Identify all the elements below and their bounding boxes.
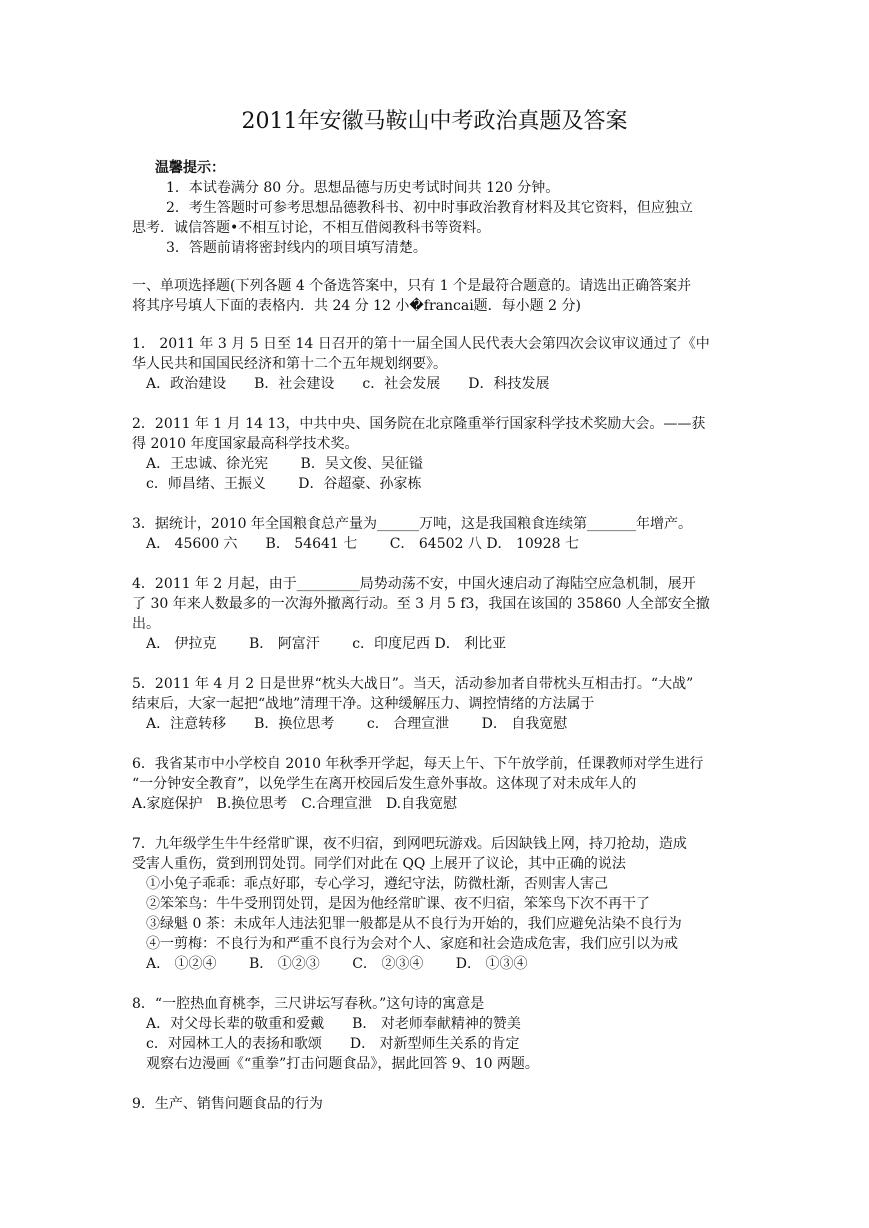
question-7-statement-1: ①小兔子乖乖：乖点好耶，专心学习，遵纪守法，防微杜渐，否则害人害己	[146, 876, 608, 892]
question-6-line-1: 6．我省某市中小学校自 2010 年秋季开学起，每天上午、下午放学前，任课教师对学生进行	[132, 756, 704, 772]
question-1-line-2: 华人民共和国国民经济和第十二个五年规划纲要》。	[132, 356, 447, 372]
question-2-line-2: 得 2010 年度国家最高科学技术奖。	[132, 436, 359, 452]
notice-item-3: 3．答题前请将密封线内的项目填写清楚。	[166, 240, 427, 256]
page-title: 2011年安徽马鞍山中考政治真题及答案	[241, 109, 628, 134]
question-7-line-1: 7．九年级学生牛牛经常旷课，夜不归宿，到网吧玩游戏。后因缺钱上网，持刀抢劫，造成	[132, 836, 687, 852]
question-1-options: A．政治建设 B．社会建设 c．社会发展 D．科技发展	[146, 376, 550, 392]
question-2-options-1: A．王忠诚、徐光宪 B．吴文俊、吴征镒	[146, 456, 423, 472]
section-1-instructions-line-2: 将其序号填人下面的表格内．共 24 分 12 小�francai题．每小题 2 分)	[132, 298, 581, 314]
question-5-line-2: 结束后，大家一起把“战地”清理干净。这种缓解压力、调控情绪的方法属于	[132, 696, 595, 712]
question-7-statement-4: ④一剪梅：不良行为和严重不良行为会对个人、家庭和社会造成危害，我们应引以为戒	[146, 936, 678, 952]
question-7-options: A． ①②④ B． ①②③ C． ②③④ D． ①③④	[146, 956, 528, 972]
question-6-options: A.家庭保护 B.换位思考 C.合理宣泄 D.自我宽慰	[132, 796, 458, 812]
notice-item-1: 1．本试卷满分 80 分。思想品德与历史考试时间共 120 分钟。	[166, 180, 560, 196]
question-7-statement-3: ③绿魁 0 茶：未成年人违法犯罪一般都是从不良行为开始的，我们应避免沾染不良行为	[146, 916, 682, 932]
question-7-line-2: 受害人重伤，赏到刑罚处罚。同学们对此在 QQ 上展开了议论，其中正确的说法	[132, 856, 626, 872]
question-2-options-2: c．师昌绪、王振义 D．谷超豪、孙家栋	[146, 476, 422, 492]
question-1-line-1: 1． 2011 年 3 月 5 日至 14 日召开的第十一届全国人民代表大会第四次会议审议通过了《中	[132, 336, 710, 352]
question-6-line-2: “一分钟安全教育”，以免学生在离开校园后发生意外事故。这体现了对未成年人的	[132, 776, 637, 792]
section-1-instructions-line-1: 一、单项选择题(下列各题 4 个备选答案中，只有 1 个是最符合题意的。请选出正确答案并	[132, 278, 692, 294]
question-9-line-1: 9．生产、销售问题食品的行为	[132, 1096, 323, 1112]
notice-item-2-line-1: 2．考生答题时可参考思想品德教科书、初中时事政治教育材料及其它资料，但应独立	[166, 200, 693, 216]
comic-instruction: 观察右边漫画《“重拳”打击问题食品》，据此回答 9、10 两题。	[146, 1056, 539, 1072]
question-4-options: A． 伊拉克 B． 阿富汗 c．印度尼西 D． 利比亚	[146, 636, 507, 652]
question-3-options: A． 45600 六 B． 54641 七 C． 64502 八 D． 10928 七	[146, 536, 579, 552]
question-4-line-1: 4．2011 年 2 月起，由于_________局势动荡不安，中国火速启动了海陆空应急机制，展开	[132, 576, 696, 592]
notice-heading: 温馨提示：	[155, 160, 225, 176]
question-3-line-1: 3．据统计，2010 年全国粮食总产量为______万吨，这是我国粮食连续第_______年增产。	[132, 516, 692, 532]
question-8-options-1: A．对父母长辈的敬重和爱戴 B． 对老师奉献精神的赞美	[146, 1016, 521, 1032]
question-5-options: A．注意转移 B．换位思考 c． 合理宣泄 D． 自我宽慰	[146, 716, 568, 732]
question-8-line-1: 8．“一腔热血育桃李，三尺讲坛写春秋。”这句诗的寓意是	[132, 996, 485, 1012]
question-5-line-1: 5．2011 年 4 月 2 日是世界“枕头大战日”。当天，活动参加者自带枕头互相击打。“大战”	[132, 676, 694, 692]
question-2-line-1: 2．2011 年 1 月 14 13，中共中央、国务院在北京隆重举行国家科学技术奖励大会。——获	[132, 416, 706, 432]
question-4-line-2: 了 30 年来人数最多的一次海外撤离行动。至 3 月 5 f3，我国在该国的 35860 人全部安全撤	[132, 596, 710, 612]
notice-item-2-line-2: 思考．诚信答题•不相互讨论，不相互借阅教科书等资料。	[132, 220, 491, 236]
question-4-line-3: 出。	[132, 616, 160, 632]
question-8-options-2: c．对园林工人的表扬和歌颂 D． 对新型师生关系的肯定	[146, 1036, 520, 1052]
question-7-statement-2: ②笨笨鸟：牛牛受刑罚处罚，是因为他经常旷课、夜不归宿，笨笨鸟下次不再干了	[146, 896, 650, 912]
